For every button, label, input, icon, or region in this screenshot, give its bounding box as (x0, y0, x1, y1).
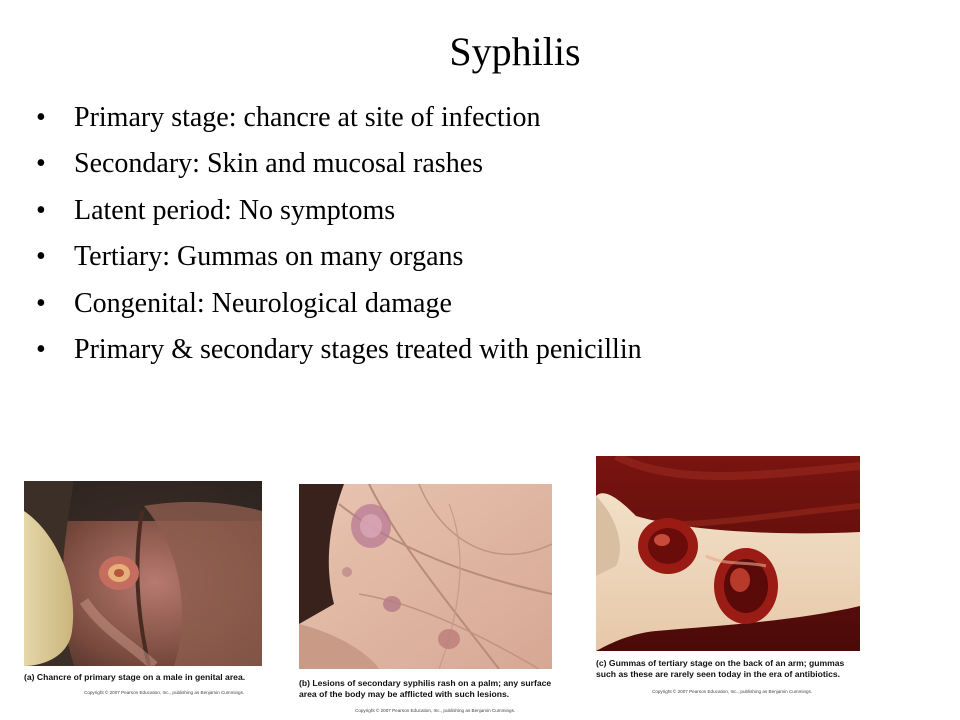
bullet-item (36, 144, 642, 190)
copyright-primary-chancre: Copyright © 2007 Pearson Education, Inc., publishing as Benjamin Cummings. (84, 690, 245, 695)
bullet-dot: • (36, 241, 46, 273)
bullet-text: Secondary: Skin and mucosal rashes (74, 148, 484, 180)
caption-line: (c) Gummas of tertiary stage on the back of an arm; gummas (596, 658, 845, 668)
caption-tertiary-gummas (596, 658, 844, 680)
bullet-dot: • (36, 333, 46, 365)
bullet-text: Congenital: Neurological damage (74, 287, 452, 319)
bullet-dot: • (36, 102, 46, 133)
bullet-dot: • (36, 287, 46, 319)
caption-primary-chancre (24, 672, 245, 683)
caption-line: (a) Chancre of primary stage on a male in genital area. (24, 672, 246, 682)
bullet-item (36, 284, 642, 330)
bullet-item (36, 191, 642, 237)
photo-secondary-rash (299, 484, 552, 669)
bullet-text: Primary stage: chancre at site of infection (74, 102, 541, 133)
caption-line: such as these are rarely seen today in the era of antibiotics. (596, 669, 841, 679)
bullet-list (36, 98, 642, 376)
photo-primary-chancre (24, 481, 262, 666)
caption-secondary-rash (299, 678, 551, 700)
bullet-text: Primary & secondary stages treated with penicillin (74, 333, 642, 365)
bullet-text: Tertiary: Gummas on many organs (74, 241, 464, 273)
copyright-tertiary-gummas: Copyright © 2007 Pearson Education, Inc., publishing as Benjamin Cummings. (652, 689, 813, 694)
bullet-item (36, 330, 642, 376)
slide-title: Syphilis (449, 29, 581, 74)
photo-tertiary-gummas (596, 456, 860, 651)
caption-line: (b) Lesions of secondary syphilis rash on a palm; any surface (299, 678, 552, 688)
copyright-secondary-rash: Copyright © 2007 Pearson Education, Inc., publishing as Benjamin Cummings. (355, 708, 516, 713)
bullet-item (36, 98, 642, 144)
bullet-dot: • (36, 148, 46, 180)
bullet-text: Latent period: No symptoms (74, 194, 396, 226)
caption-line: area of the body may be afflicted with such lesions. (299, 689, 510, 699)
bullet-dot: • (36, 194, 46, 226)
bullet-item (36, 237, 642, 283)
